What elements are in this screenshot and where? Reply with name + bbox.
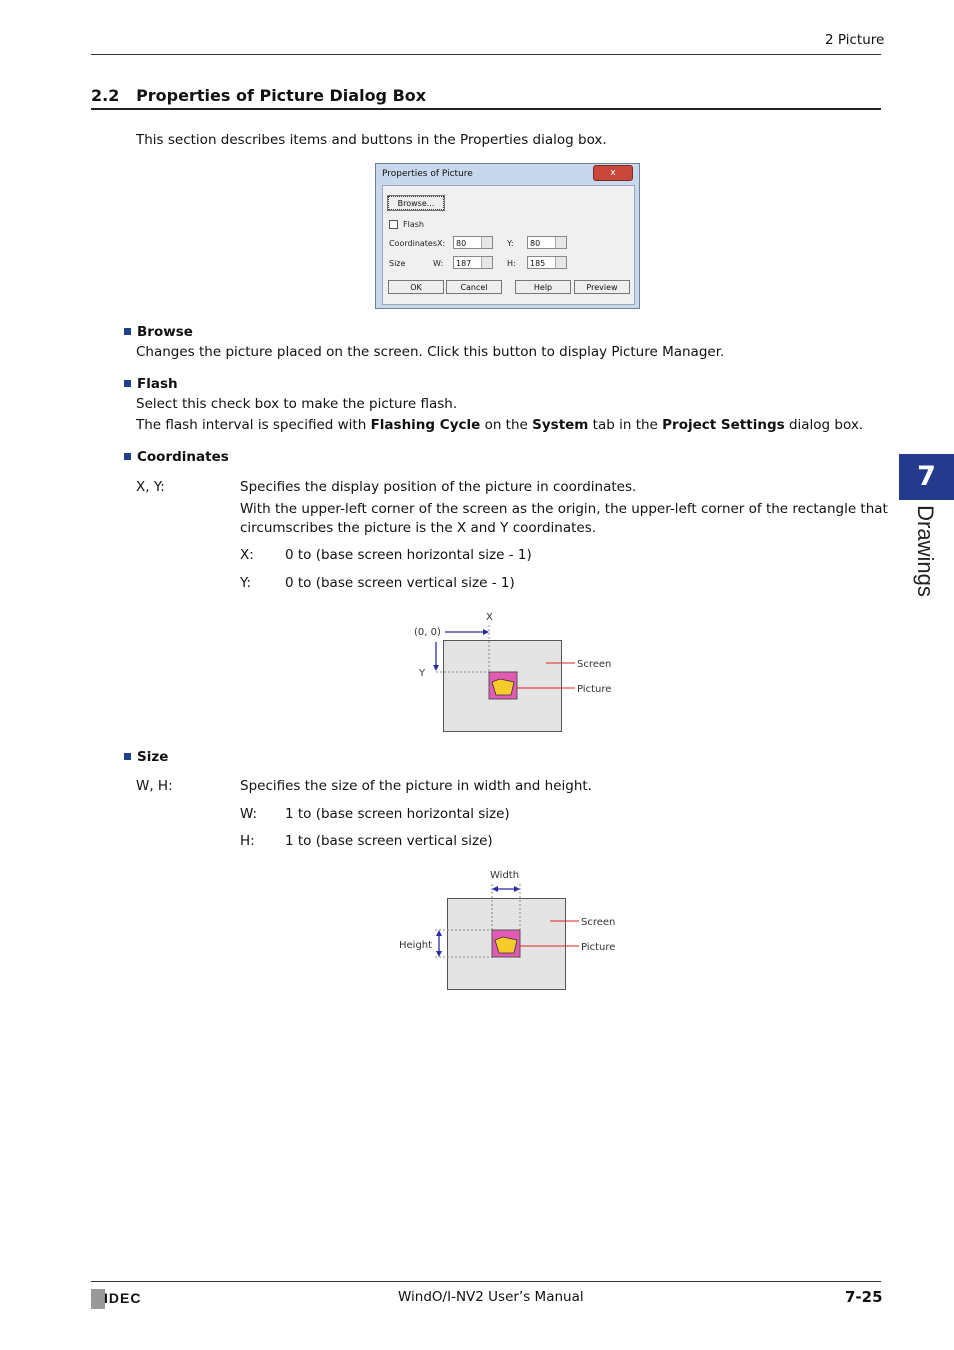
h-range-text: 1 to (base screen vertical size) <box>285 833 493 849</box>
chapter-name: Drawings <box>913 505 938 597</box>
w-value: 187 <box>456 259 472 268</box>
flash-line2 <box>136 416 863 435</box>
size-term: W, H: <box>136 778 173 794</box>
h-range-key: H: <box>240 833 255 849</box>
x-arrowhead <box>483 629 489 635</box>
section-rule <box>91 108 881 110</box>
browse-heading-text: Browse <box>137 324 193 340</box>
size-heading-text: Size <box>137 749 169 765</box>
dialog-body <box>382 185 635 305</box>
fig-screen-label: Screen <box>581 917 616 928</box>
cancel-button[interactable]: Cancel <box>446 280 502 294</box>
section-number: 2.2 <box>91 86 120 105</box>
coordinates-desc1: Specifies the display position of the picture in coordinates. <box>240 479 637 495</box>
w-label: W: <box>433 259 444 268</box>
width-arrowhead-right <box>514 886 520 892</box>
picture-basket-icon <box>492 679 514 695</box>
y-label: Y: <box>507 239 514 248</box>
system-term: System <box>532 417 589 433</box>
fig-x-label: X <box>486 612 493 623</box>
x-label: X: <box>437 239 446 248</box>
coordinates-heading <box>124 449 229 465</box>
coordinates-desc2a: With the upper-left corner of the screen as the origin, the upper-left corner of the rectangle that <box>240 501 888 517</box>
chapter-number-tab: 7 <box>899 454 954 500</box>
coordinates-figure <box>400 605 630 735</box>
flash-line2-c: on the <box>480 417 533 433</box>
flash-heading <box>124 376 178 392</box>
coordinates-heading-text: Coordinates <box>137 449 229 465</box>
height-arrowhead-top <box>436 930 442 936</box>
bullet-square-icon <box>124 753 131 760</box>
x-value: 80 <box>456 239 467 248</box>
x-range-key: X: <box>240 547 254 563</box>
fig-y-label: Y <box>419 668 426 679</box>
w-range-key: W: <box>240 806 258 822</box>
flashing-cycle-term: Flashing Cycle <box>370 417 481 433</box>
x-range-text: 0 to (base screen horizontal size - 1) <box>285 547 532 563</box>
y-range-text: 0 to (base screen vertical size - 1) <box>285 575 515 591</box>
flash-line1: Select this check box to make the picture flash. <box>136 396 458 412</box>
w-spin-arrows[interactable] <box>481 257 492 268</box>
help-button[interactable]: Help <box>515 280 571 294</box>
y-arrowhead <box>433 665 439 671</box>
h-spinbox[interactable] <box>527 256 567 269</box>
ok-button[interactable]: OK <box>388 280 444 294</box>
fig-width-label: Width <box>490 870 520 881</box>
h-spin-arrows[interactable] <box>555 257 566 268</box>
h-label: H: <box>507 259 516 268</box>
header-rule <box>91 54 881 55</box>
browse-button[interactable]: Browse... <box>388 196 444 210</box>
y-spinbox[interactable] <box>527 236 567 249</box>
height-arrowhead-bottom <box>436 951 442 957</box>
section-title-text: Properties of Picture Dialog Box <box>136 86 427 105</box>
footer-rule <box>91 1281 881 1282</box>
fig-screen-label: Screen <box>577 659 612 670</box>
coordinates-label: Coordinates <box>389 239 438 248</box>
fig-origin-label: (0, 0) <box>414 627 441 638</box>
browse-text: Changes the picture placed on the screen. Click this button to display Picture Manager. <box>136 344 725 360</box>
w-spinbox[interactable] <box>453 256 493 269</box>
width-arrowhead-left <box>492 886 498 892</box>
fig-picture-label: Picture <box>581 942 616 953</box>
size-figure <box>395 864 630 994</box>
browse-heading <box>124 324 193 340</box>
flash-label: Flash <box>403 220 424 229</box>
bullet-square-icon <box>124 328 131 335</box>
flash-checkbox[interactable] <box>389 220 398 229</box>
size-heading <box>124 749 168 765</box>
running-header: 2 Picture <box>825 32 885 48</box>
bullet-square-icon <box>124 380 131 387</box>
x-spinbox[interactable] <box>453 236 493 249</box>
size-desc: Specifies the size of the picture in width and height. <box>240 778 592 794</box>
x-spin-arrows[interactable] <box>481 237 492 248</box>
page-number: 7-25 <box>845 1288 883 1306</box>
flash-line2-e: tab in the <box>588 417 663 433</box>
dialog-title: Properties of Picture <box>382 169 473 179</box>
chapter-side-label <box>905 505 945 597</box>
size-label: Size <box>389 259 406 268</box>
idec-logo: IDEC <box>104 1290 142 1306</box>
intro-text: This section describes items and buttons in the Properties dialog box. <box>136 132 607 148</box>
w-range-text: 1 to (base screen horizontal size) <box>285 806 510 822</box>
fig-height-label: Height <box>399 940 433 951</box>
y-value: 80 <box>530 239 541 248</box>
coordinates-desc2b: circumscribes the picture is the X and Y coordinates. <box>240 520 597 536</box>
bullet-square-icon <box>124 453 131 460</box>
coordinates-term: X, Y: <box>136 479 165 495</box>
flash-line2-g: dialog box. <box>784 417 864 433</box>
project-settings-term: Project Settings <box>662 417 785 433</box>
preview-button[interactable]: Preview <box>574 280 630 294</box>
y-range-key: Y: <box>240 575 252 591</box>
properties-dialog <box>375 163 640 309</box>
h-value: 185 <box>530 259 546 268</box>
y-spin-arrows[interactable] <box>555 237 566 248</box>
idec-logo-block-icon <box>91 1289 105 1309</box>
dialog-close-button[interactable]: x <box>593 165 633 181</box>
picture-basket-icon <box>495 937 517 953</box>
flash-line2-a: The flash interval is specified with <box>136 417 371 433</box>
flash-heading-text: Flash <box>137 376 178 392</box>
footer-manual-title: WindO/I-NV2 User’s Manual <box>398 1289 584 1305</box>
fig-picture-label: Picture <box>577 684 612 695</box>
section-title <box>91 86 426 105</box>
